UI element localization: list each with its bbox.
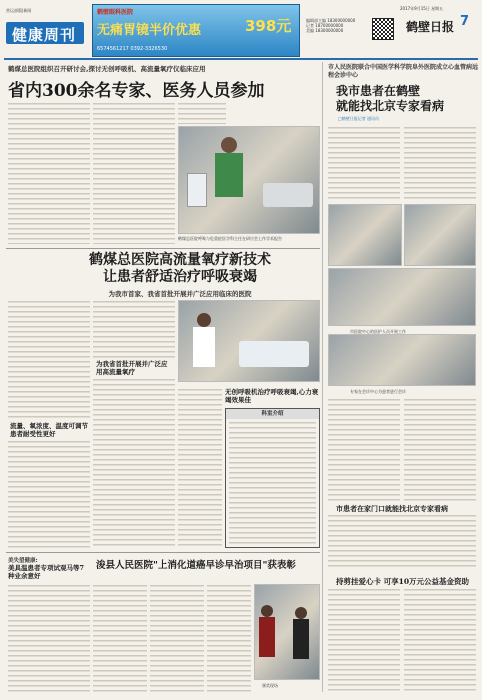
- bottom-left-headline: 美具温患者专项试观马等7种业余意好: [8, 564, 85, 580]
- bottom-text-col-1: [93, 584, 147, 692]
- qr-code: [372, 18, 394, 40]
- right-byline: □鹤壁日报记者 通讯员: [338, 116, 380, 121]
- right-photo-3: [328, 268, 476, 326]
- column-divider: [322, 62, 323, 692]
- right-photo-4: [328, 334, 476, 386]
- right-lower-text: [328, 514, 476, 570]
- dept-intro-box: [225, 408, 320, 548]
- ad-main-text: 无痛胃镜半价优惠: [97, 23, 202, 38]
- bottom-left-kicker: 美失望健康:: [8, 558, 38, 564]
- ventilator-machine: [187, 173, 207, 207]
- main-photo-caption: 鹤煤总医院呼吸与危重症医学科主任在研讨会上作学术报告: [178, 236, 282, 241]
- date-line: 2017年9月15日 星期五: [400, 6, 444, 11]
- bottom-rule: [6, 552, 320, 553]
- ad-price: 398元: [245, 17, 292, 35]
- paper-name: 鹤壁日报: [406, 20, 455, 34]
- right-lower-col-2: [404, 398, 476, 502]
- dept-intro-title: 科室介绍: [226, 409, 319, 419]
- right-photo-caption: 市医院中心的医护人员开展工作: [350, 329, 406, 334]
- hospital-ad: [92, 4, 300, 57]
- right-bottom-headline: 持剪挂爱心卡 可享10万元公益基金资助: [336, 577, 470, 586]
- edition-label: 营运部版|新闻: [6, 8, 32, 13]
- right-lower-col-1: [328, 398, 400, 502]
- patient-bed: [239, 341, 309, 367]
- nurse-head: [197, 313, 211, 327]
- right-text-col-1: [328, 126, 400, 200]
- bottom-headline: 浚县人民医院"上消化道癌早诊早治项目"获表彰: [96, 560, 296, 571]
- main-text-col-3: [178, 102, 226, 124]
- right-lower-headline: 市患者在家门口就能找北京专家看病: [336, 504, 448, 513]
- second-side-head-2: 无创呼吸机治疗呼吸衰竭,心力衰竭效果佳: [225, 388, 319, 404]
- main-photo: [178, 126, 320, 234]
- main-text-col-2: [93, 102, 175, 244]
- bottom-text-col-3: [207, 584, 251, 692]
- person-head: [261, 605, 273, 617]
- right-photo-1: [328, 204, 402, 266]
- patient-bed: [263, 183, 313, 207]
- ad-phones: 6574561217 0392-3326530: [97, 46, 168, 52]
- mid-col-text-2: [93, 378, 175, 548]
- bottom-left-text: [8, 584, 90, 692]
- section-rule: [6, 248, 320, 249]
- left-col-text-1: [8, 300, 90, 420]
- doctor-head: [221, 137, 237, 153]
- right-text-col-2: [404, 126, 476, 200]
- ad-top-text: 鹤壁眼科医院: [97, 9, 134, 16]
- bottom-photo-caption: 颁奖现场: [262, 683, 278, 688]
- right-kicker: 市人民医院联合中国医学科学院阜外医院成立心血管病远程会诊中心: [328, 64, 479, 79]
- right-headline: 我市患者在鹤壁 就能找北京专家看病: [336, 84, 445, 113]
- second-photo: [178, 300, 320, 382]
- spacer: [180, 360, 181, 361]
- main-headline: 省内300余名专家、医务人员参加: [8, 81, 265, 101]
- header-rule: [4, 58, 478, 60]
- left-col-text-2: [8, 440, 90, 548]
- person-head-2: [295, 607, 307, 619]
- mid-col-text-1: [93, 300, 175, 358]
- mid-side-head: 为我省首批开展并广泛应用高流量氧疗: [96, 360, 168, 376]
- right-photo-4-caption: 专家在会诊中心为患者进行会诊: [350, 389, 406, 394]
- right-bottom-col-1: [328, 588, 400, 692]
- second-subhead: 为我市首家、我省首批开展并广泛应用临床的医院: [108, 290, 252, 298]
- nurse-body: [193, 327, 215, 367]
- contact-line: 编辑部主编 18300000000: [306, 18, 356, 23]
- section-title: 健康周刊: [12, 26, 77, 44]
- main-text-col-1: [8, 102, 90, 244]
- contact-line: 记者 18700000000: [306, 23, 344, 29]
- bottom-text-col-2: [150, 584, 204, 692]
- right-bottom-col-2: [404, 588, 476, 692]
- doctor-body: [215, 153, 243, 197]
- contact-block: [306, 18, 364, 34]
- dept-intro-text: [229, 421, 316, 545]
- second-text-col-3: [178, 388, 222, 548]
- bottom-photo: [254, 584, 320, 680]
- right-photo-2: [404, 204, 476, 266]
- person-body-2: [293, 619, 309, 659]
- section-title-box: [6, 22, 84, 44]
- contact-line: 美编 18300000000: [306, 28, 344, 34]
- second-headline: 鹤煤总医院高流量氧疗新技术 让患者舒适治疗呼吸衰竭: [89, 252, 271, 285]
- left-col-headline: 流量、氧浓度、温度可调节患者耐受性更好: [10, 422, 88, 438]
- main-kicker: 鹤煤总医院组织召开研讨会,探讨无创呼吸机、高流量氧疗仪临床应用: [8, 65, 206, 73]
- page-number: 7: [460, 14, 470, 29]
- person-body: [259, 617, 275, 657]
